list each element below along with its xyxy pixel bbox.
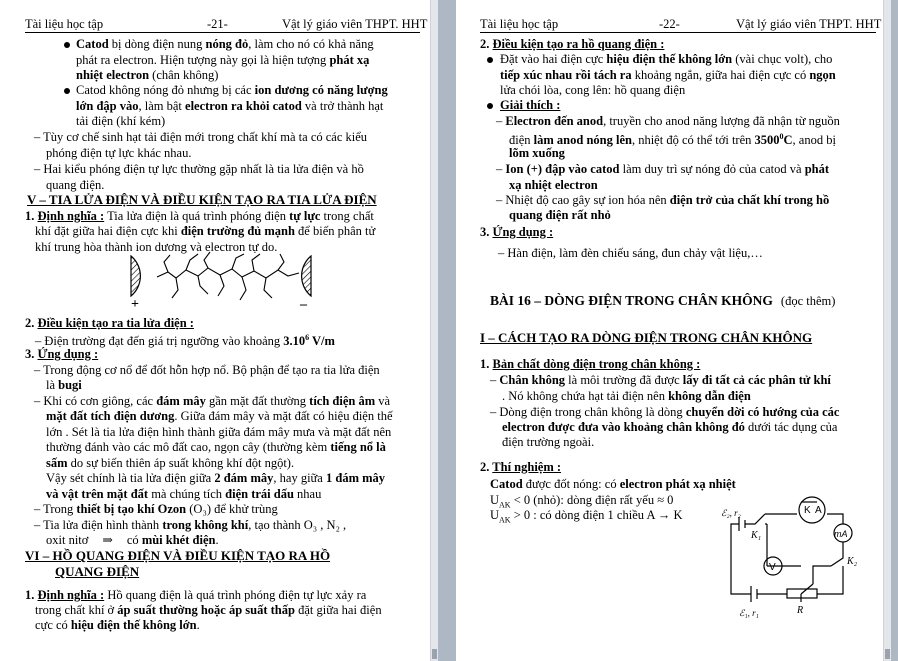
text-line: oxit nitơ ⇒ có mùi khét điện. [46,533,219,547]
text-line: là bugi [46,378,82,392]
section-heading: VI – HỒ QUANG ĐIỆN VÀ ĐIỀU KIỆN TẠO RA HỒ [25,548,331,563]
text-line: điện làm anod nóng lên, nhiệt độ có thể tới trên 3500$^0$C, anod bị [509,132,836,148]
page-left [0,0,438,661]
text-line: xạ nhiệt electron [509,178,598,192]
text-line: khí trung hòa thành ion dương và electron tự do. [35,240,278,254]
spark-icon [157,252,299,300]
text-line: Vậy sét chính là tia lửa điện giữa 2 đám mây, hay giữa 1 đám mây [46,471,386,485]
label-a: A [815,505,822,516]
text-line: cực có hiệu điện thế không lớn. [35,618,200,632]
text-line: phóng điện tự lực khác nhau. [46,146,192,160]
scrollbar-thumb[interactable] [885,649,890,659]
text-line: $U_{AK} > 0$ : có dòng điện 1 chiều A → K [490,508,683,525]
label-ma: mA [834,529,848,539]
wire [813,566,831,584]
switch-k2-icon [831,542,843,566]
label-r: R [797,605,804,616]
header-tag: Tài liệu học tập [25,17,104,31]
minus-label: – [300,297,307,312]
wire [827,514,843,524]
scrollbar-thumb[interactable] [432,649,437,659]
text-line: – Tùy cơ chế sinh hạt tải điện mới trong chất khí mà ta có các kiểu [34,130,368,144]
text-line: – Điện trường đạt đến giá trị ngưỡng vào khoảng 3.10$^6$ V/m [35,333,335,349]
label-e2: ℰ₂, r₂ [721,508,741,518]
circuit-diagram [721,488,867,620]
bullet-icon [64,88,70,94]
header-author: Vật lý giáo viên THPT. HHT [736,17,882,31]
text-line: lửa chói lòa, cong lên: hồ quang điện [500,83,686,97]
wire [817,566,843,594]
label-k2: K₂ [847,556,858,567]
text-line: Catod không nóng đỏ nhưng bị các ion dương có năng lượng [76,83,388,97]
text-line: quang điện rất nhỏ [509,208,611,222]
text-line: và vật trên mặt đất mà chúng tích điện trái dấu nhau [46,487,322,501]
page-number: -22- [659,17,680,31]
text-line: điện trường ngoài. [502,435,595,449]
plus-label: + [131,297,139,312]
electrode-positive [131,256,140,296]
section-heading: V – TIA LỬA ĐIỆN VÀ ĐIỀU KIỆN TẠO RA TIA LỬA ĐIỆN [27,192,377,207]
section-heading: I – CÁCH TẠO RA DÒNG ĐIỆN TRONG CHÂN KHÔNG [480,330,813,345]
subheading: 3. Ứng dụng : [480,225,554,239]
section-heading: QUANG ĐIỆN [55,564,140,579]
text-line: khí đặt giữa hai điện cực khi điện trường đủ mạnh để biến phân tử [35,224,376,238]
text-line: . Nó không chứa hạt tải điện nên không dẫn điện [502,389,751,403]
text-line: thường đánh vào các mô đất cao, ngọn cây (thường kèm tiếng nổ là [46,440,386,454]
electrode-negative [302,256,311,296]
bullet-icon [64,42,70,48]
text-line: nhiệt electron (chân không) [76,68,219,82]
text-line: tiếp xúc nhau rồi tách ra khoảng ngắn, giữa hai điện cực có ngọn [500,68,836,82]
label-k: K [804,505,811,516]
page-gap [438,0,456,661]
text-line: trong chất khí ở áp suất thường hoặc áp suất thấp đặt giữa hai điện [35,603,382,617]
text-line: tải điện (khí kém) [76,114,166,128]
text-line: 1. Định nghĩa : Hồ quang điện là quá trình phóng điện tự lực xảy ra [25,588,367,602]
text-line: – Trong động cơ nổ để đốt hỗn hợp nổ. Bộ phận để tạo ra tia lửa điện [34,363,380,377]
text-line: Đặt vào hai điện cực hiệu điện thế không lớn (vài chục volt), cho [500,52,833,66]
text-line: lõm xuống [509,146,565,160]
text-line: electron được đưa vào khoảng chân không đó dưới tác dụng của [502,420,838,434]
text-line: sấm do sự biến thiên áp suất không khí đột ngột). [46,456,295,470]
text-line: – Hai kiểu phóng điện tự lực thường gặp nhất là tia lửa điện và hồ [34,162,364,176]
spark-figure [128,250,318,314]
text-line: Catod bị dòng điện nung nóng đỏ, làm cho nó có khả năng [76,37,374,51]
text-line: – Nhiệt độ cao gây sự ion hóa nên điện trở của chất khí trong hồ [496,193,830,207]
text-line: – Dòng điện trong chân không là dòng chuyển dời có hướng của các [490,405,840,419]
text-line: lớn . Sét là tia lửa điện hình thành giữa đám mây mưa và mặt đất nên [46,425,392,439]
header-author: Vật lý giáo viên THPT. HHT [282,17,428,31]
page-right [456,0,891,661]
text-line: Catod được đốt nóng: có electron phát xạ nhiệt [490,477,736,491]
page-number: -21- [207,17,228,31]
text-line: – Ion (+) đập vào catod làm duy trì sự nóng đỏ của catod và phát [496,162,830,176]
page-header [480,17,882,33]
text-line: mặt đất tích điện dương. Giữa đám mây và mặt đất có hiệu điện thế [46,409,393,423]
label-v: V [769,562,776,573]
scrollbar-left[interactable] [430,0,438,661]
subheading: 1. Bản chất dòng điện trong chân không : [480,357,701,371]
text-line: – Electron đến anod, truyền cho anod năng lượng đã nhận từ nguồn [496,114,840,128]
text-line: 1. Định nghĩa : Tia lửa điện là quá trình phóng điện tự lực trong chất [25,209,374,223]
switch-k1-icon [745,514,765,524]
subheading: 2. Điều kiện tạo ra hồ quang điện : [480,37,665,51]
subheading: 2. Điều kiện tạo ra tia lửa điện : [25,316,194,330]
subheading: 2. Thí nghiệm : [480,460,562,474]
text-line: phát ra electron. Hiện tượng này gọi là hiện tượng phát xạ [76,53,370,67]
label-e1: ℰ₁, r₁ [739,608,759,618]
text-line: – Trong thiết bị tạo khí Ozon (O₃) để khử trùng [34,502,278,516]
label-k1: K₁ [751,530,762,541]
subheading: 3. Ứng dụng : [25,347,99,361]
lesson-title: BÀI 16 – DÒNG ĐIỆN TRONG CHÂN KHÔNG (đọc thêm) [490,293,836,308]
subheading: Giải thích : [500,98,561,112]
text-line: lớn đập vào, làm bật electron ra khỏi catod và trở thành hạt [76,99,384,113]
text-line: – Tia lửa điện hình thành trong không khí, tạo thành O₃ , N₂ , [34,518,347,532]
text-line: – Khi có cơn giông, các đám mây gần mặt đất thường tích điện âm và [34,394,391,408]
bullet-icon [487,57,493,63]
wire [731,524,751,594]
scrollbar-right[interactable] [883,0,891,661]
text-line: – Hàn điện, làm đèn chiếu sáng, đun chảy vật liệu,… [498,246,763,260]
header-tag: Tài liệu học tập [480,17,559,31]
bullet-icon [487,103,493,109]
text-line: – Chân không là môi trường đã được lấy đi tất cả các phân tử khí [490,373,831,387]
page-header [25,17,428,33]
text-line: $U_{AK} < 0$ (nhỏ): dòng điện rất yếu ≈ 0 [490,493,674,510]
text-line: quang điện. [46,178,105,192]
